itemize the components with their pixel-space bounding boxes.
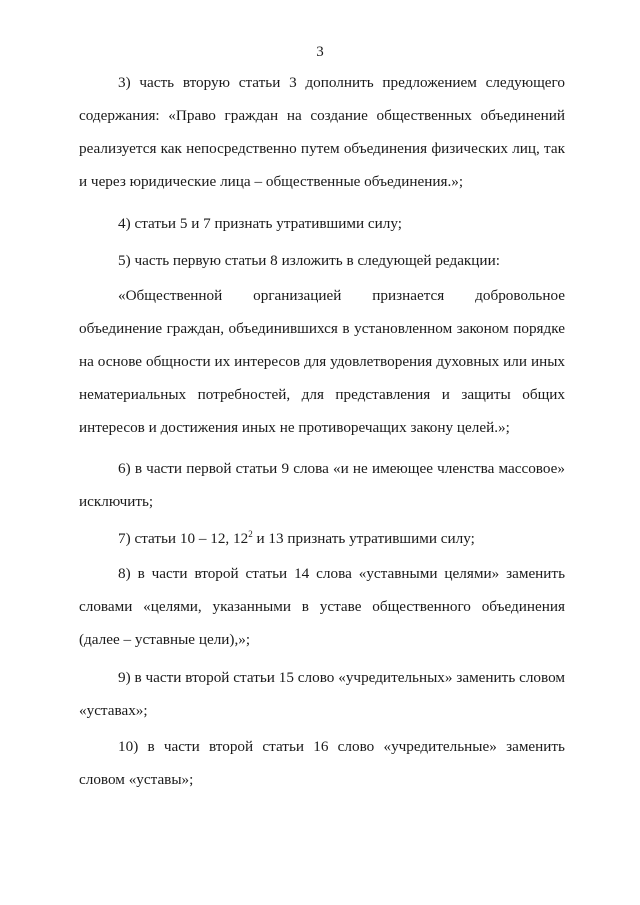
paragraph-6: 6) в части первой статьи 9 слова «и не имеющее членства массовое» исключить; [79, 460, 565, 510]
paragraph-10: 10) в части второй статьи 16 слово «учредительные» заменить словом «уставы»; [79, 738, 565, 788]
paragraph-8: 8) в части второй статьи 14 слова «уставными целями» заменить словами «целями, указанными в уставе общественного объединения (далее – уставные цели),»; [79, 565, 565, 648]
paragraph-3: 3) часть вторую статьи 3 дополнить предложением следующего содержания: «Право граждан на создание общественных объединений реализуется как непосредственно путем объединения физических лиц, так и через юридические лица – общественные объединения.»; [79, 74, 565, 190]
paragraph-5: 5) часть первую статьи 8 изложить в следующей редакции: [118, 252, 500, 269]
superscript: 2 [248, 528, 253, 539]
paragraph-4: 4) статьи 5 и 7 признать утратившими силу; [118, 215, 402, 232]
paragraph-9: 9) в части второй статьи 15 слово «учредительных» заменить словом «уставах»; [79, 669, 565, 719]
paragraph-7: 7) статьи 10 – 12, $12^2$ и 13 признать утратившими силу; [118, 528, 475, 547]
page-number: 3 [316, 44, 324, 60]
paragraph-quote: «Общественной организацией признается добровольное объединение граждан, объединившихся в установленном законом порядке на основе общности их интересов для удовлетворения духовных или иных нематериальных потребностей, для представления и защиты общих интересов и достижения иных не противоречащих закону целей.»; [79, 287, 565, 436]
